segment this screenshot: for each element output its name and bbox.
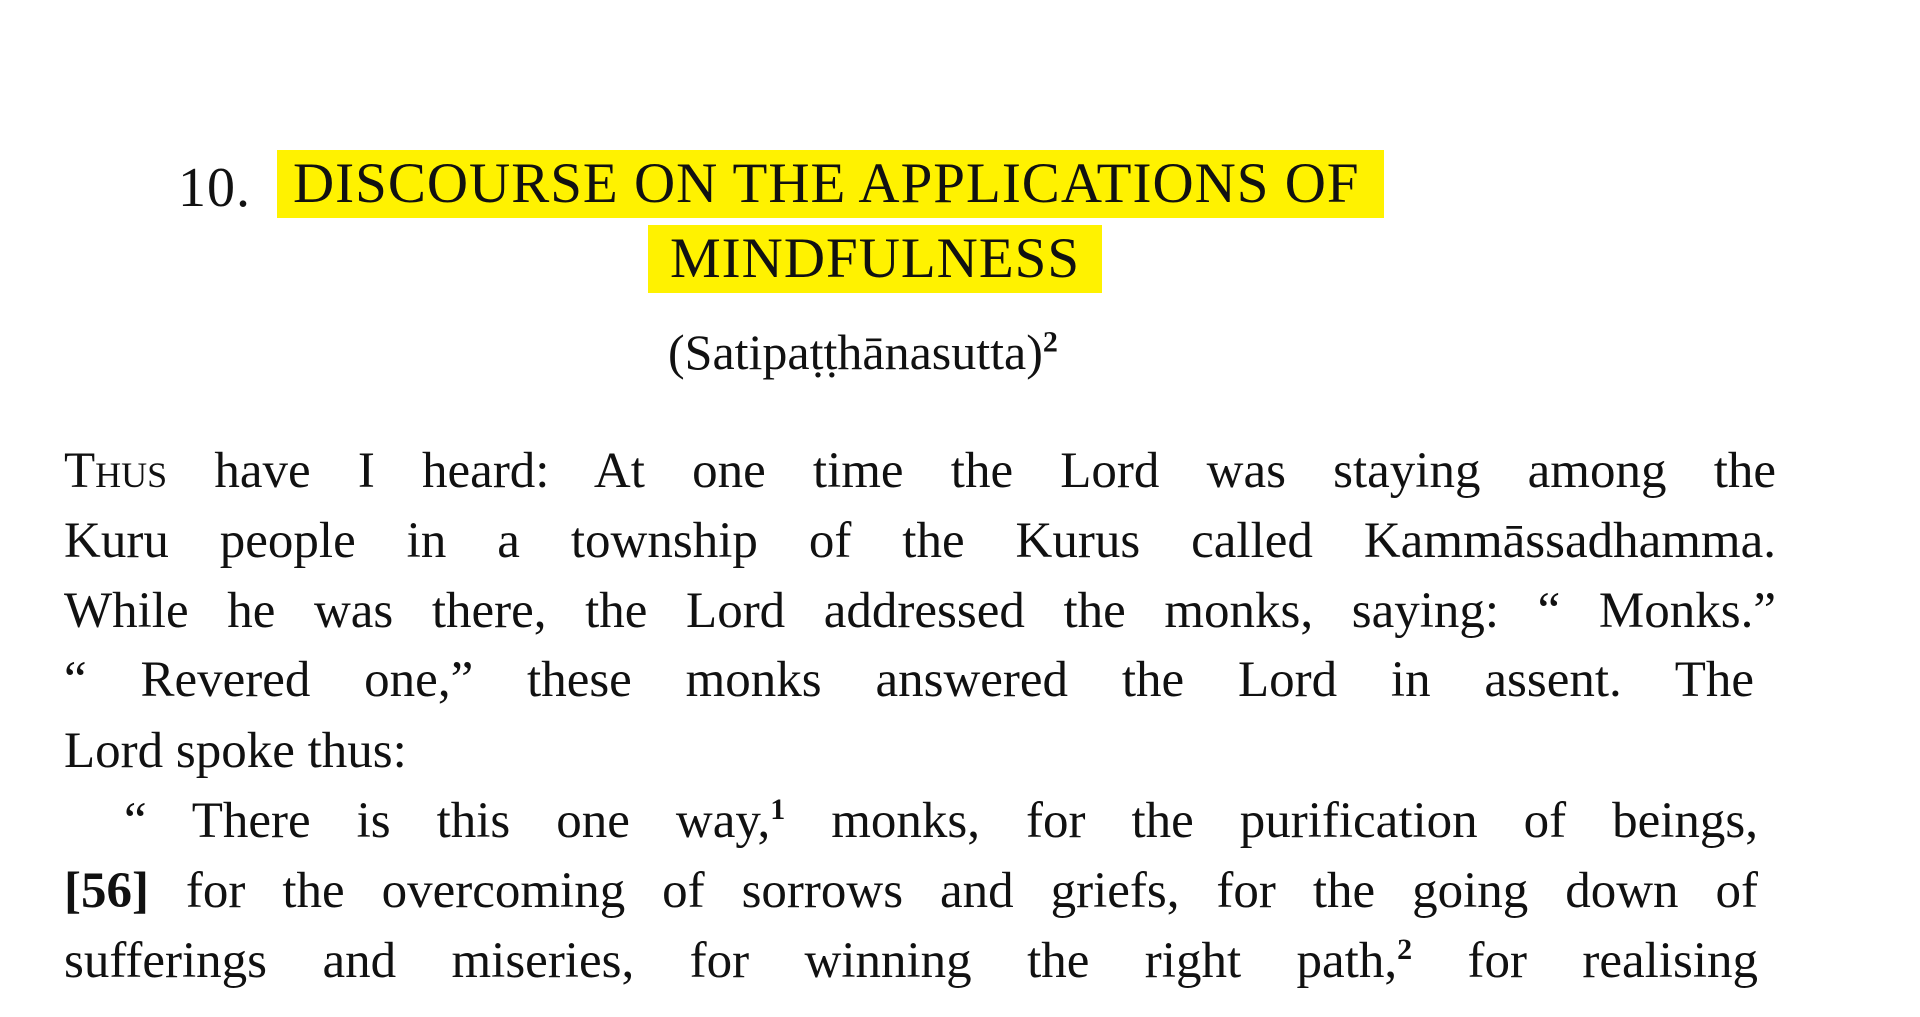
text-line: While he was there, the Lord addressed the monks, saying: “ Monks.”	[64, 583, 1776, 639]
text-span: monks, for the purification of beings,	[785, 793, 1759, 849]
text-span: sufferings and miseries, for winning the right path,	[64, 933, 1398, 989]
text-span: for realising	[1412, 933, 1758, 989]
footnote-marker: 1	[770, 793, 786, 826]
footnote-marker: 2	[1042, 325, 1058, 359]
footnote-marker: 2	[1397, 933, 1413, 966]
chapter-number: 10.	[178, 157, 251, 219]
page-reference: [56]	[64, 863, 149, 919]
text-line	[64, 442, 1776, 510]
chapter-title-line-1: DISCOURSE ON THE APPLICATIONS OF	[277, 150, 1384, 218]
text-line: “ Revered one,” these monks answered the Lord in assent. The	[64, 652, 1754, 708]
text-line	[64, 792, 1758, 860]
text-span: for the overcoming of sorrows and griefs, for the going down of	[148, 863, 1758, 919]
text-span: “ There is this one way,	[124, 793, 771, 849]
opening-word: Thus	[64, 443, 168, 499]
text-span: have I heard: At one time the Lord was staying among the	[167, 443, 1776, 499]
text-line	[64, 932, 1758, 1000]
text-line	[64, 862, 1758, 930]
subtitle-text: (Satipaṭṭhānasutta)	[668, 324, 1043, 380]
chapter-title-line-2: MINDFULNESS	[648, 225, 1102, 293]
text-line: Kuru people in a township of the Kurus called Kammāssadhamma.	[64, 513, 1776, 569]
text-line: Lord spoke thus:	[64, 723, 407, 779]
